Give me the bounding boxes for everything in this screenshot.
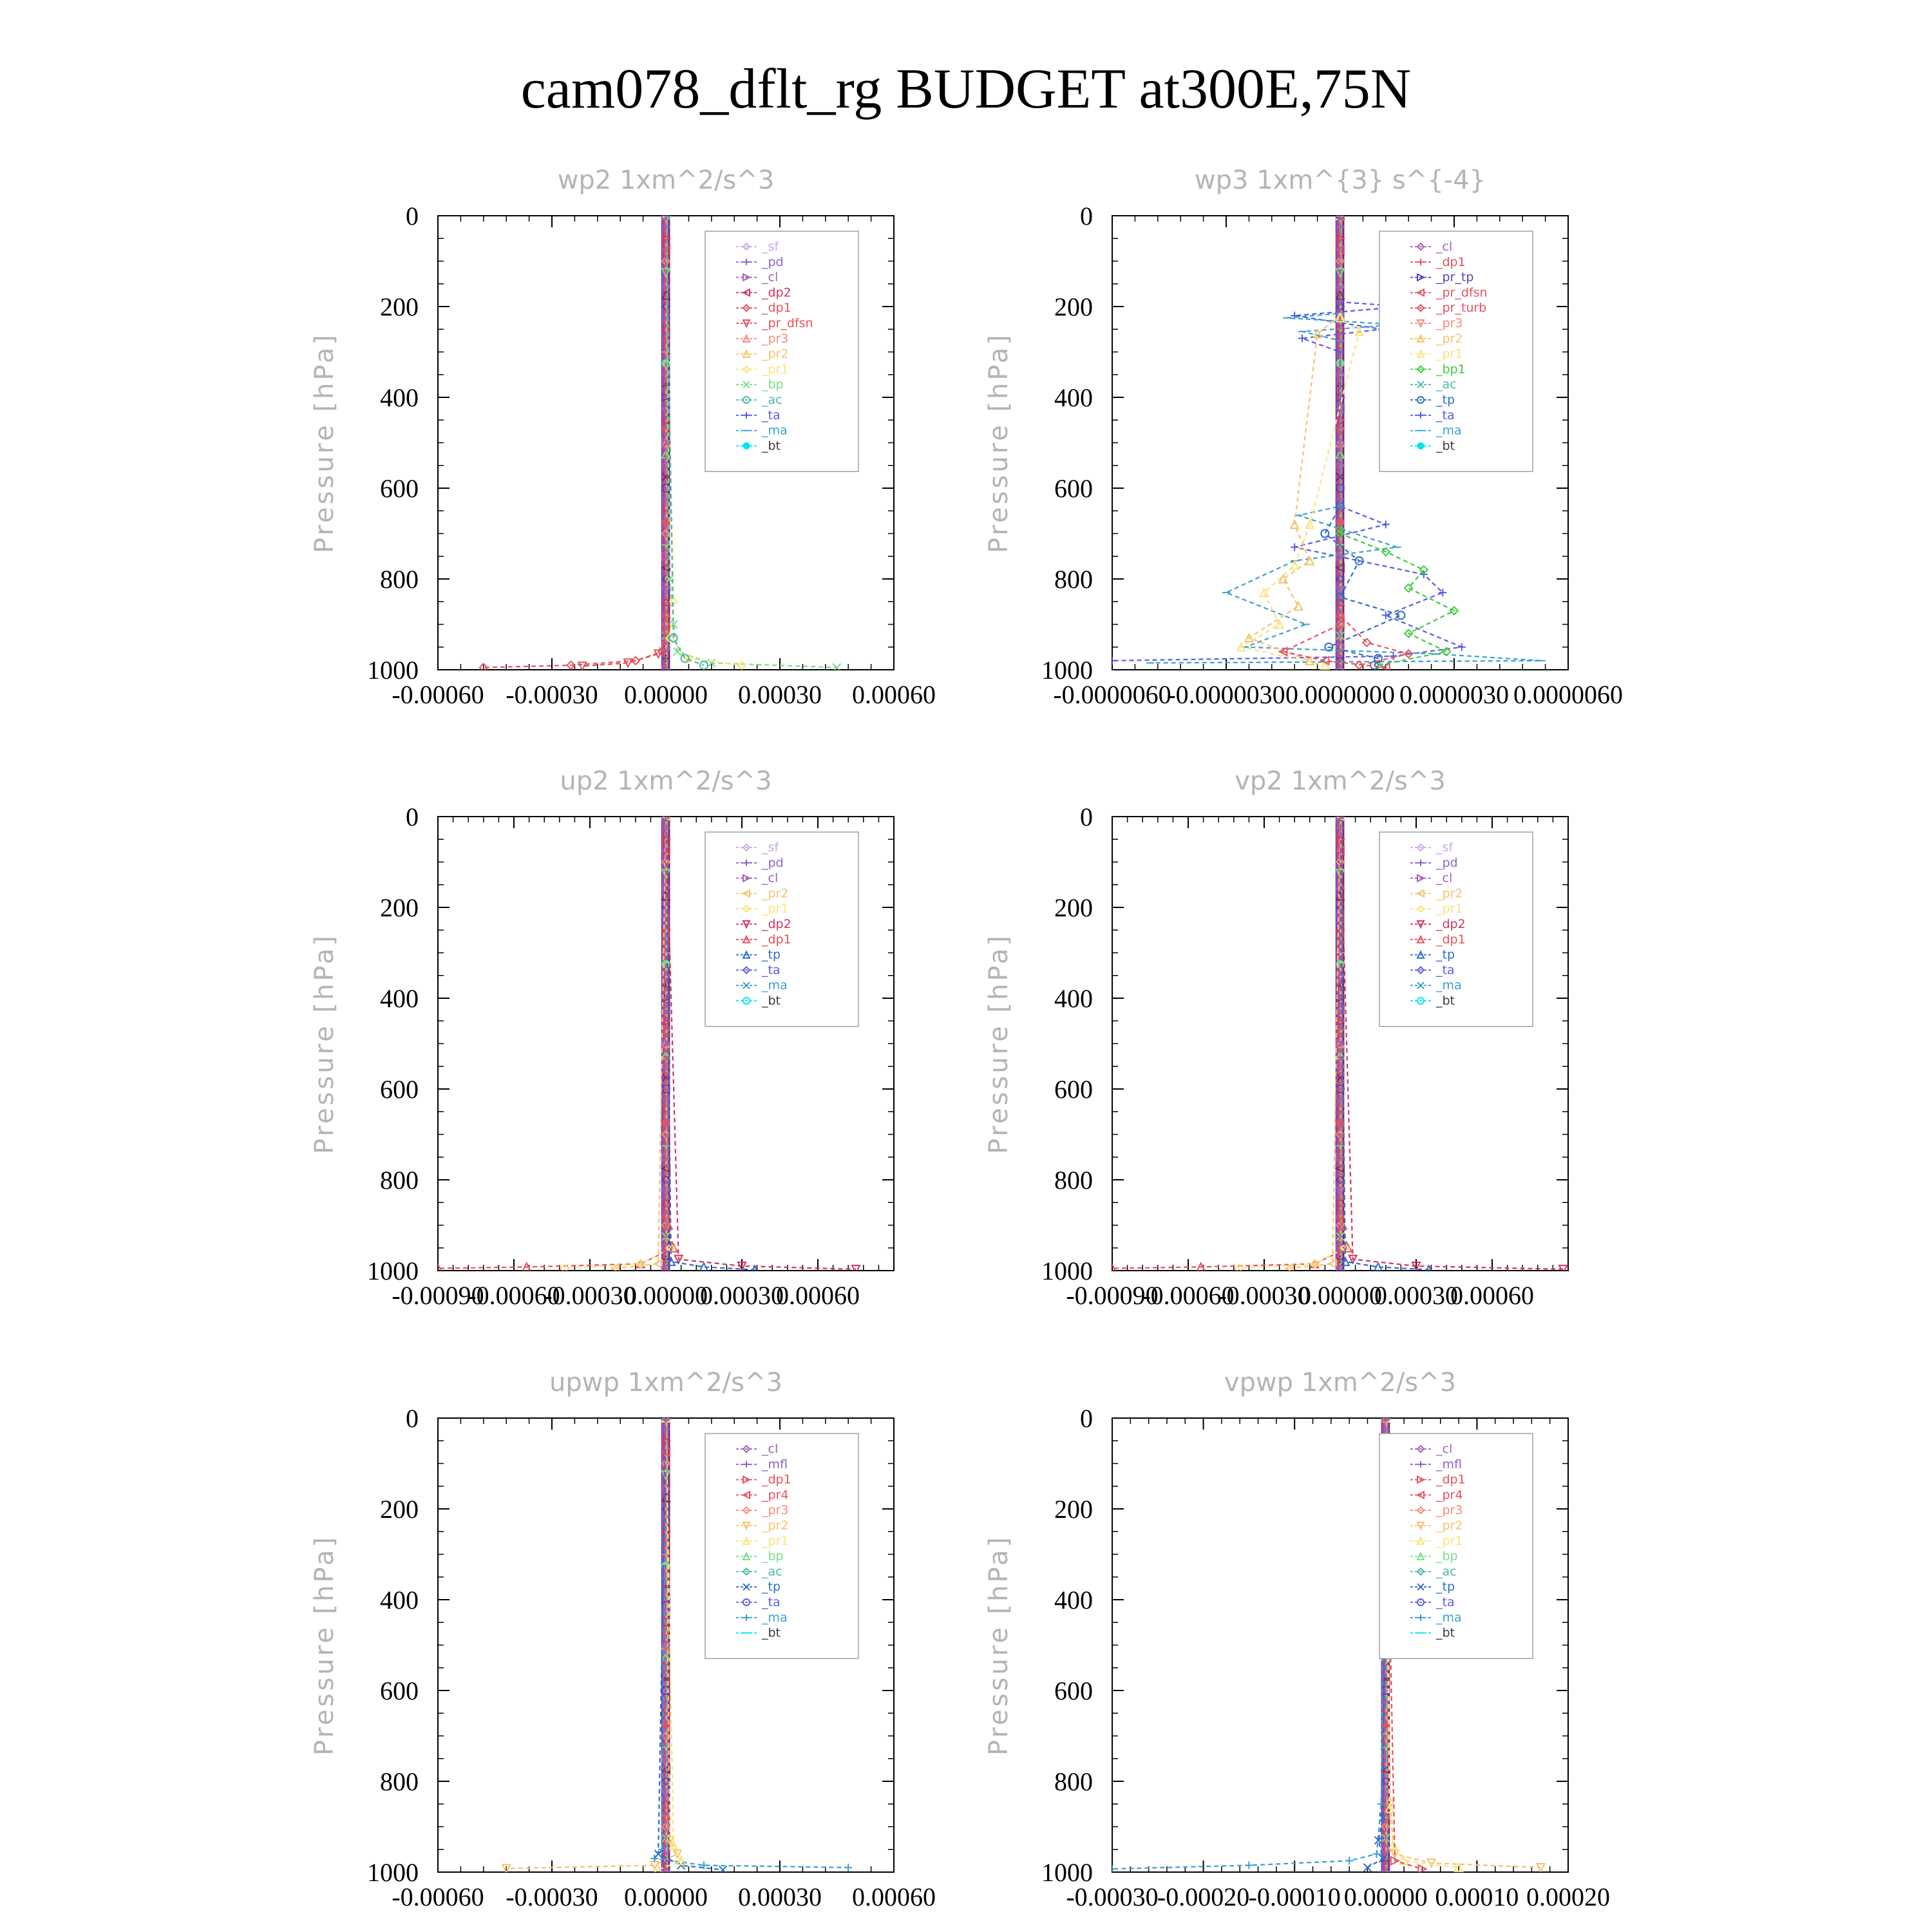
legend-entry: _bp: [1436, 1549, 1458, 1564]
legend-entry: _pr2: [1436, 886, 1463, 901]
x-tick-label: 0.00030: [700, 1281, 784, 1310]
y-tick-label: 200: [380, 893, 419, 922]
legend-entry: _sf: [762, 840, 779, 855]
x-tick-label: -0.00060: [392, 680, 484, 709]
chart-title: wp2 1xm^2/s^3: [557, 166, 775, 195]
y-axis-label: Pressure [hPa]: [310, 933, 339, 1154]
legend-entry: _ac: [1436, 1564, 1457, 1579]
x-tick-label: 0.0000000: [1285, 680, 1395, 709]
legend: [705, 1434, 858, 1658]
y-tick-label: 800: [1054, 1166, 1093, 1195]
series-point-pr2: [1294, 602, 1302, 610]
legend-entry: _tp: [762, 947, 781, 962]
page-title: cam078_dflt_rg BUDGET at300E,75N: [520, 58, 1412, 120]
x-tick-label: -0.00030: [506, 680, 598, 709]
legend-entry: _bp1: [1436, 362, 1466, 377]
chart-4: [984, 766, 1568, 1310]
series-point-ta: [1291, 544, 1298, 551]
legend-entry: _pr1: [762, 362, 789, 377]
y-tick-label: 0: [406, 202, 419, 231]
x-tick-label: -0.00030: [506, 1882, 598, 1911]
legend-entry: _pr3: [762, 1503, 789, 1518]
legend-entry: _dp2: [762, 917, 791, 931]
chart-title: up2 1xm^2/s^3: [560, 766, 772, 796]
legend-entry: _pr_turb: [1436, 301, 1487, 316]
y-tick-label: 800: [380, 565, 419, 594]
legend-entry: _bt: [1436, 439, 1455, 453]
y-tick-label: 600: [1054, 1676, 1093, 1705]
legend: [1379, 832, 1533, 1027]
series-line-dp1: [484, 216, 666, 667]
legend-entry: _pd: [1436, 855, 1458, 870]
legend-entry: _ma: [762, 423, 788, 438]
series-point-ta: [1298, 334, 1306, 342]
legend-marker: [743, 442, 750, 449]
legend-entry: _ma: [1436, 423, 1462, 438]
legend-entry: _dp2: [762, 285, 791, 300]
legend-entry: _pr4: [762, 1488, 789, 1502]
legend-entry: _dp1: [1436, 254, 1466, 269]
legend-entry: _tp: [1436, 1580, 1455, 1595]
legend-entry: _bp: [762, 1549, 784, 1564]
y-axis-label: Pressure [hPa]: [984, 1535, 1014, 1756]
legend-entry: _bp: [762, 377, 784, 392]
series-point-ma: [1373, 1850, 1381, 1858]
y-tick-label: 400: [380, 1586, 419, 1615]
x-tick-label: 0.00060: [776, 1281, 860, 1310]
y-tick-label: 800: [1054, 1767, 1093, 1796]
series-line-pr_dfsn: [1283, 216, 1386, 667]
x-tick-label: -0.00060: [1142, 1281, 1235, 1310]
legend-entry: _pr1: [762, 1533, 789, 1548]
chart-title: vpwp 1xm^2/s^3: [1224, 1368, 1457, 1397]
y-tick-label: 0: [1080, 202, 1093, 231]
x-tick-label: -0.00030: [1218, 1281, 1311, 1310]
legend-entry: _pd: [762, 254, 784, 269]
legend-entry: _ac: [762, 1564, 782, 1579]
x-tick-label: 0.00010: [1435, 1882, 1519, 1911]
legend-entry: _ta: [762, 408, 781, 422]
x-tick-label: -0.00090: [1066, 1281, 1159, 1310]
y-tick-label: 800: [380, 1767, 419, 1796]
x-tick-label: 0.00000: [624, 1882, 708, 1911]
series-point-tp: [1397, 611, 1405, 619]
series-line-pr1: [1239, 817, 1345, 1268]
legend-entry: _ma: [762, 1610, 788, 1625]
legend-entry: _dp1: [762, 1472, 791, 1487]
y-tick-label: 200: [380, 1495, 419, 1524]
legend-entry: _pr2: [1436, 331, 1463, 346]
legend-entry: _pr3: [1436, 1503, 1463, 1518]
legend-entry: _ta: [1436, 1595, 1455, 1609]
legend: [705, 832, 858, 1027]
legend: [705, 231, 858, 471]
y-tick-label: 1000: [1041, 1858, 1093, 1887]
chart-title: upwp 1xm^2/s^3: [549, 1368, 782, 1397]
legend-entry: _ta: [762, 1595, 781, 1609]
series-line-pr2: [615, 817, 666, 1268]
legend-entry: _tp: [762, 1580, 781, 1595]
series-line-pr2: [1249, 216, 1340, 661]
y-tick-label: 1000: [367, 1858, 419, 1887]
y-tick-label: 400: [380, 383, 419, 412]
legend-entry: _sf: [762, 240, 779, 254]
x-tick-label: 0.00030: [1374, 1281, 1458, 1310]
legend-entry: _tp: [1436, 393, 1455, 407]
y-tick-label: 400: [1054, 1586, 1093, 1615]
y-tick-label: 400: [380, 984, 419, 1013]
y-axis-label: Pressure [hPa]: [310, 332, 339, 553]
legend-entry: _pr1: [1436, 1533, 1463, 1548]
legend: [1379, 231, 1533, 471]
legend-entry: _dp2: [1436, 917, 1466, 931]
x-tick-label: 0.00020: [1526, 1882, 1610, 1911]
y-tick-label: 0: [1080, 1404, 1093, 1433]
legend-entry: _cl: [762, 270, 779, 285]
x-tick-label: 0.00030: [738, 680, 822, 709]
y-tick-label: 600: [1054, 1075, 1093, 1104]
legend-entry: _pd: [762, 855, 784, 870]
y-tick-label: 0: [406, 1404, 419, 1433]
legend-entry: _ac: [762, 393, 782, 407]
y-tick-label: 600: [380, 474, 419, 503]
y-tick-label: 400: [1054, 984, 1093, 1013]
y-tick-label: 200: [1054, 893, 1093, 922]
y-tick-label: 600: [380, 1676, 419, 1705]
x-tick-label: -0.0000060: [1053, 680, 1171, 709]
legend-entry: _dp1: [762, 301, 791, 316]
legend-entry: _dp1: [1436, 932, 1466, 947]
legend-entry: _pr_tp: [1436, 270, 1474, 285]
x-tick-label: 0.00030: [738, 1882, 822, 1911]
legend-entry: _ma: [1436, 978, 1462, 993]
x-tick-label: 0.00000: [624, 1281, 708, 1310]
legend-entry: _bt: [762, 439, 781, 453]
legend-entry: _ma: [1436, 1610, 1462, 1625]
legend-entry: _mfl: [1436, 1457, 1462, 1472]
legend-entry: _pr_dfsn: [762, 316, 813, 330]
legend-entry: _bt: [1436, 1625, 1455, 1640]
y-tick-label: 600: [380, 1075, 419, 1104]
x-tick-label: -0.00060: [468, 1281, 560, 1310]
series-line-pr2: [506, 1418, 677, 1868]
x-tick-label: -0.00010: [1248, 1882, 1341, 1911]
series-point-tp: [1321, 530, 1329, 538]
chart-1: [310, 166, 936, 709]
x-tick-label: -0.00020: [1157, 1882, 1250, 1911]
series-line-dp1: [1112, 817, 1348, 1268]
legend-entry: _ac: [1436, 377, 1457, 392]
legend-entry: _dp1: [762, 932, 791, 947]
y-tick-label: 800: [380, 1166, 419, 1195]
legend-entry: _pr_dfsn: [1436, 285, 1488, 300]
legend-entry: _pr3: [762, 331, 789, 346]
x-tick-label: -0.00060: [392, 1882, 484, 1911]
y-tick-label: 200: [1054, 1495, 1093, 1524]
x-tick-label: 0.0000030: [1399, 680, 1509, 709]
series-point-ta: [1390, 652, 1397, 660]
legend-entry: _ta: [1436, 963, 1455, 978]
y-tick-label: 1000: [367, 656, 419, 685]
legend-entry: _tp: [1436, 947, 1455, 962]
legend-entry: _cl: [1436, 240, 1453, 254]
legend-entry: _sf: [1436, 840, 1454, 855]
x-tick-label: -0.00030: [1066, 1882, 1159, 1911]
y-tick-label: 0: [406, 802, 419, 831]
series-point-ta: [1108, 657, 1116, 665]
legend-entry: _bt: [1436, 994, 1455, 1008]
y-tick-label: 800: [1054, 565, 1093, 594]
chart-5: [310, 1368, 936, 1911]
legend-entry: _cl: [1436, 871, 1453, 886]
chart-title: vp2 1xm^2/s^3: [1235, 766, 1446, 796]
y-axis-label: Pressure [hPa]: [984, 933, 1014, 1154]
y-tick-label: 1000: [1041, 1256, 1093, 1285]
legend-entry: _pr1: [1436, 902, 1463, 916]
series-point-ta: [1458, 643, 1466, 651]
x-tick-label: 0.00060: [1450, 1281, 1534, 1310]
chart-title: wp3 1xm^{3} s^{-4}: [1194, 166, 1486, 195]
y-tick-label: 200: [1054, 292, 1093, 321]
x-tick-label: 0.00060: [852, 680, 936, 709]
x-tick-label: 0.00000: [1343, 1882, 1428, 1911]
legend-entry: _pr2: [762, 886, 789, 901]
series-point-ta: [1382, 611, 1390, 619]
legend-entry: _pr1: [762, 902, 789, 916]
series-point-pr2: [1306, 557, 1314, 565]
legend-entry: _ma: [762, 978, 788, 993]
x-tick-label: -0.00030: [544, 1281, 636, 1310]
x-tick-label: 0.0000060: [1513, 680, 1623, 709]
legend-entry: _cl: [1436, 1442, 1453, 1456]
y-tick-label: 0: [1080, 802, 1093, 831]
legend-entry: _pr3: [1436, 316, 1463, 330]
legend-entry: _bt: [762, 994, 781, 1008]
series-point-ma: [1345, 1857, 1353, 1864]
legend-entry: _cl: [762, 871, 779, 886]
series-point-ta: [1382, 520, 1390, 528]
legend-entry: _ta: [762, 963, 781, 978]
legend-entry: _bt: [762, 1625, 781, 1640]
x-tick-label: 0.00000: [624, 680, 708, 709]
series-point-pr2: [1280, 575, 1287, 583]
legend-entry: _pr1: [1436, 346, 1463, 361]
x-tick-label: 0.00000: [1298, 1281, 1382, 1310]
chart-2: [984, 166, 1623, 709]
series-line-dp1: [438, 817, 674, 1268]
legend-entry: _ta: [1436, 408, 1455, 422]
y-axis-label: Pressure [hPa]: [310, 1535, 339, 1756]
y-tick-label: 1000: [367, 1256, 419, 1285]
legend: [1379, 1434, 1533, 1658]
chart-3: [310, 766, 894, 1310]
series-line-pr1: [565, 817, 671, 1268]
y-tick-label: 400: [1054, 383, 1093, 412]
y-tick-label: 600: [1054, 474, 1093, 503]
legend-marker: [1417, 442, 1424, 449]
series-point-ma: [844, 1864, 852, 1871]
legend-entry: _mfl: [762, 1457, 788, 1472]
legend-entry: _pr4: [1436, 1488, 1463, 1502]
y-axis-label: Pressure [hPa]: [984, 332, 1014, 553]
x-tick-label: 0.00060: [852, 1882, 936, 1911]
series-line-pr_dfsn: [582, 216, 666, 666]
x-tick-label: -0.0000030: [1167, 680, 1285, 709]
chart-6: [984, 1368, 1610, 1911]
legend-entry: _pr2: [762, 346, 789, 361]
legend-entry: _pr2: [762, 1519, 789, 1533]
legend-entry: _pr2: [1436, 1519, 1463, 1533]
y-tick-label: 200: [380, 292, 419, 321]
series-line-ma: [1112, 1418, 1386, 1869]
series-line-pr2: [1289, 817, 1340, 1268]
series-point-ma: [1245, 1861, 1253, 1869]
x-tick-label: -0.00090: [392, 1281, 484, 1310]
legend-entry: _dp1: [1436, 1472, 1466, 1487]
y-tick-label: 1000: [1041, 656, 1093, 685]
legend-entry: _cl: [762, 1442, 779, 1456]
